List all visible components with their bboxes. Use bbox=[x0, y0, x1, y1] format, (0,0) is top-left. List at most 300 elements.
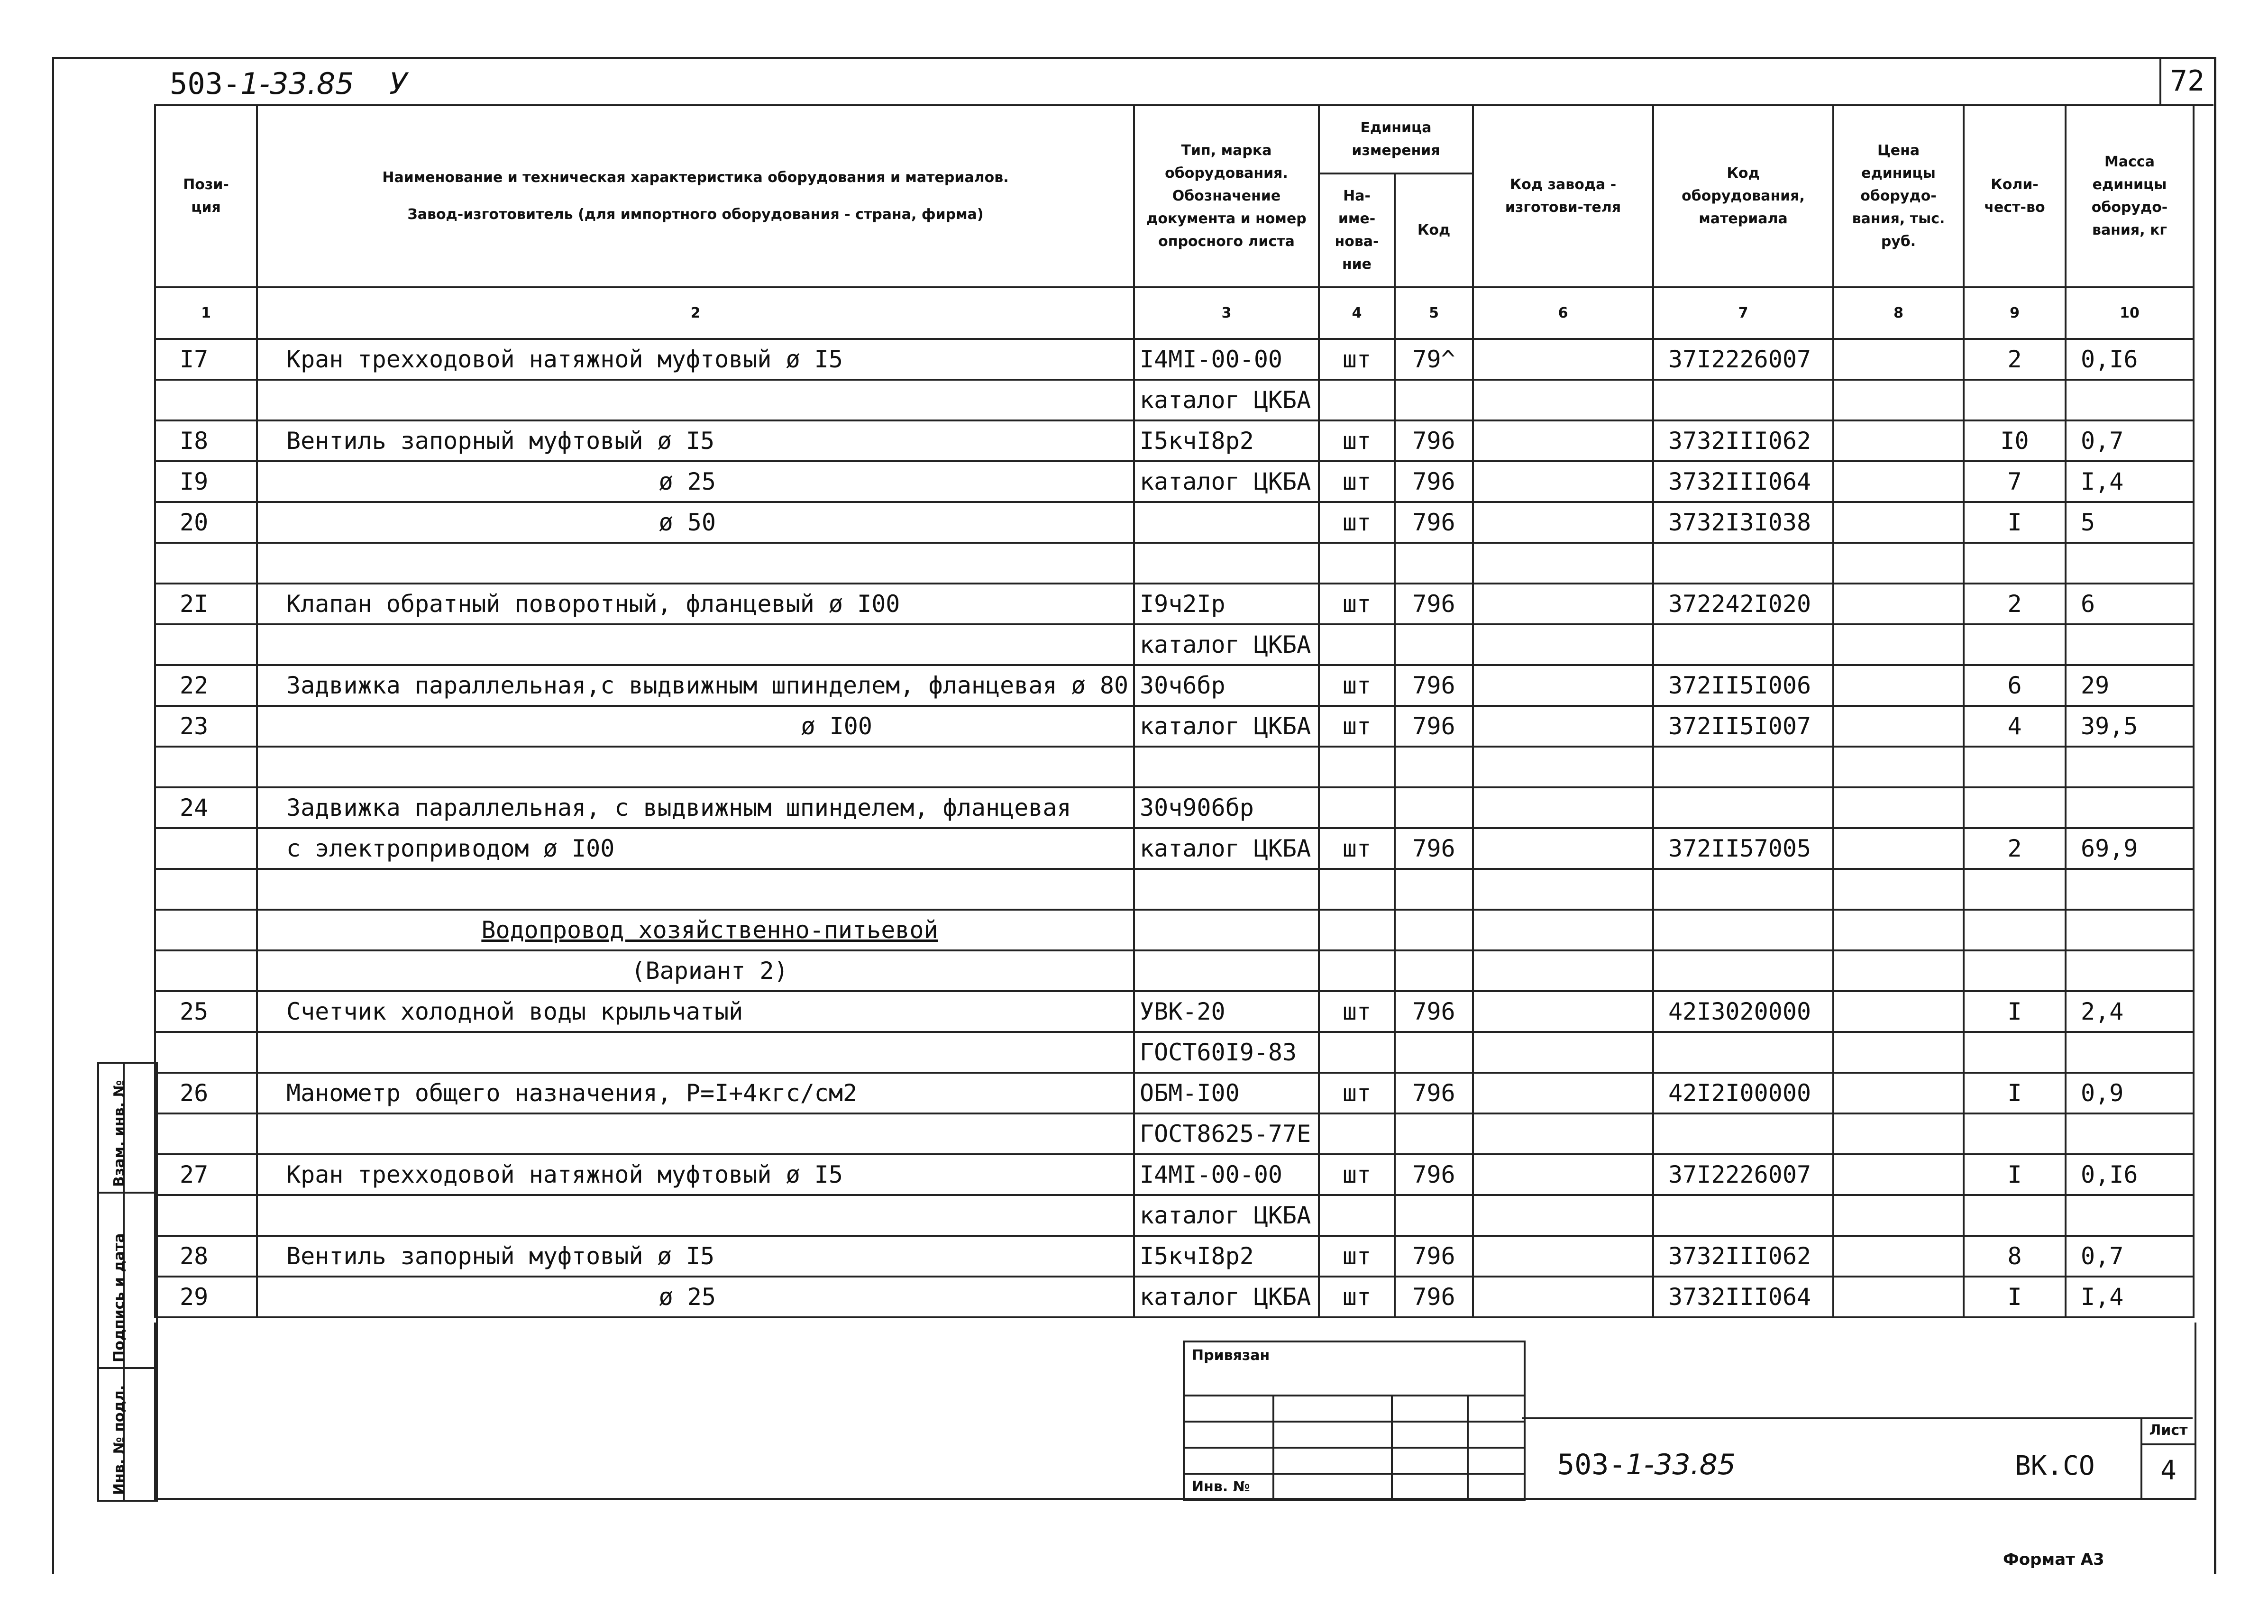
row-position bbox=[155, 380, 257, 420]
row-unit-name bbox=[1319, 1195, 1395, 1236]
row-quantity bbox=[1964, 624, 2066, 665]
row-name bbox=[257, 1195, 1134, 1236]
row-position: 29 bbox=[155, 1277, 257, 1317]
table-row bbox=[155, 869, 2194, 910]
format-label: Формат А3 bbox=[2003, 1550, 2104, 1569]
row-quantity bbox=[1964, 910, 2066, 950]
row-type bbox=[1134, 869, 1319, 910]
title-block-vk: ВК.СО bbox=[2015, 1451, 2095, 1481]
header-mass: Масса единицы оборудо-вания, кг bbox=[2066, 105, 2194, 287]
row-unit-code bbox=[1395, 1195, 1473, 1236]
row-unit-code bbox=[1395, 950, 1473, 991]
row-type: каталог ЦКБА bbox=[1134, 461, 1319, 502]
row-unit-code: 796 bbox=[1395, 665, 1473, 706]
row-unit-code: 796 bbox=[1395, 1073, 1473, 1113]
row-unit-code: 796 bbox=[1395, 461, 1473, 502]
row-type: каталог ЦКБА bbox=[1134, 1277, 1319, 1317]
row-quantity: I bbox=[1964, 502, 2066, 543]
row-unit-name bbox=[1319, 380, 1395, 420]
row-price bbox=[1833, 910, 1964, 950]
row-mass: 69,9 bbox=[2066, 828, 2194, 869]
row-unit-code bbox=[1395, 1032, 1473, 1073]
side-strip-divider bbox=[99, 1192, 156, 1194]
row-factory-code bbox=[1473, 461, 1653, 502]
row-unit-code: 79^ bbox=[1395, 339, 1473, 380]
table-row bbox=[155, 1277, 2194, 1317]
row-unit-code bbox=[1395, 910, 1473, 950]
table-row bbox=[155, 543, 2194, 584]
row-price bbox=[1833, 380, 1964, 420]
row-mass: 6 bbox=[2066, 584, 2194, 624]
table-row bbox=[155, 787, 2194, 828]
row-equipment-code bbox=[1653, 380, 1833, 420]
row-mass bbox=[2066, 1032, 2194, 1073]
row-unit-name bbox=[1319, 910, 1395, 950]
row-unit-name: шт bbox=[1319, 1236, 1395, 1277]
row-price bbox=[1833, 1236, 1964, 1277]
row-quantity: I bbox=[1964, 1073, 2066, 1113]
row-position: I7 bbox=[155, 339, 257, 380]
bottom-area-box bbox=[154, 1323, 2196, 1500]
column-number: 6 bbox=[1473, 287, 1653, 339]
row-price bbox=[1833, 787, 1964, 828]
row-price bbox=[1833, 747, 1964, 787]
row-type bbox=[1134, 543, 1319, 584]
table-row bbox=[155, 1195, 2194, 1236]
row-type: 30ч6бр bbox=[1134, 665, 1319, 706]
row-type: I5кчI8р2 bbox=[1134, 420, 1319, 461]
table-row bbox=[155, 461, 2194, 502]
row-name bbox=[257, 747, 1134, 787]
side-strip-divider bbox=[99, 1367, 156, 1369]
row-equipment-code: 37I2226007 bbox=[1653, 1154, 1833, 1195]
row-factory-code bbox=[1473, 869, 1653, 910]
row-factory-code bbox=[1473, 543, 1653, 584]
row-name bbox=[257, 869, 1134, 910]
row-position: 28 bbox=[155, 1236, 257, 1277]
row-equipment-code: 372II5I007 bbox=[1653, 706, 1833, 747]
row-price bbox=[1833, 584, 1964, 624]
row-factory-code bbox=[1473, 380, 1653, 420]
row-unit-name bbox=[1319, 1032, 1395, 1073]
row-factory-code bbox=[1473, 1154, 1653, 1195]
row-mass: 0,I6 bbox=[2066, 339, 2194, 380]
privyazan-label: Привязан bbox=[1192, 1347, 1270, 1364]
row-equipment-code bbox=[1653, 787, 1833, 828]
row-name: Кран трехходовой натяжной муфтовый ø I5 bbox=[257, 339, 1134, 380]
title-block-code: 503-1-33.85 bbox=[1557, 1448, 1736, 1481]
row-type: I9ч2Iр bbox=[1134, 584, 1319, 624]
row-unit-name: шт bbox=[1319, 1073, 1395, 1113]
row-mass: 5 bbox=[2066, 502, 2194, 543]
row-mass bbox=[2066, 869, 2194, 910]
row-unit-code bbox=[1395, 380, 1473, 420]
row-factory-code bbox=[1473, 706, 1653, 747]
row-mass: I,4 bbox=[2066, 1277, 2194, 1317]
row-equipment-code bbox=[1653, 1195, 1833, 1236]
row-factory-code bbox=[1473, 828, 1653, 869]
row-equipment-code bbox=[1653, 950, 1833, 991]
column-number: 3 bbox=[1134, 287, 1319, 339]
row-type: I5кчI8р2 bbox=[1134, 1236, 1319, 1277]
specification-table bbox=[154, 104, 2195, 1318]
row-quantity bbox=[1964, 1032, 2066, 1073]
header-factory-code: Код завода - изготови-теля bbox=[1473, 105, 1653, 287]
row-position: 22 bbox=[155, 665, 257, 706]
row-name: ø 25 bbox=[257, 1277, 1134, 1317]
row-mass bbox=[2066, 910, 2194, 950]
row-name: ø I00 bbox=[257, 706, 1134, 747]
row-equipment-code: 3732III064 bbox=[1653, 1277, 1833, 1317]
side-strip bbox=[97, 1062, 158, 1502]
row-name: Задвижка параллельная, с выдвижным шпинделем, фланцевая bbox=[257, 787, 1134, 828]
row-mass bbox=[2066, 1195, 2194, 1236]
row-factory-code bbox=[1473, 420, 1653, 461]
row-position: 2I bbox=[155, 584, 257, 624]
row-position bbox=[155, 910, 257, 950]
row-equipment-code bbox=[1653, 624, 1833, 665]
row-mass: 0,9 bbox=[2066, 1073, 2194, 1113]
column-number: 2 bbox=[257, 287, 1134, 339]
column-number: 10 bbox=[2066, 287, 2194, 339]
header-unit-group: Единица измерения bbox=[1319, 105, 1473, 173]
stamp-line bbox=[1272, 1395, 1274, 1499]
sheet-number: 4 bbox=[2160, 1455, 2177, 1486]
row-mass bbox=[2066, 787, 2194, 828]
row-price bbox=[1833, 1154, 1964, 1195]
row-unit-code bbox=[1395, 869, 1473, 910]
row-unit-name: шт bbox=[1319, 420, 1395, 461]
row-factory-code bbox=[1473, 339, 1653, 380]
row-quantity bbox=[1964, 950, 2066, 991]
row-unit-code: 796 bbox=[1395, 502, 1473, 543]
row-factory-code bbox=[1473, 1195, 1653, 1236]
row-equipment-code bbox=[1653, 1113, 1833, 1154]
row-price bbox=[1833, 1113, 1964, 1154]
row-type: I4MI-00-00 bbox=[1134, 339, 1319, 380]
row-price bbox=[1833, 420, 1964, 461]
row-mass: 29 bbox=[2066, 665, 2194, 706]
sheet-label: Лист bbox=[2142, 1417, 2195, 1445]
title-block-line bbox=[1522, 1417, 2193, 1419]
header-quantity: Коли-чест-во bbox=[1964, 105, 2066, 287]
frame-top-line bbox=[52, 57, 2214, 59]
row-price bbox=[1833, 828, 1964, 869]
row-position: I9 bbox=[155, 461, 257, 502]
row-equipment-code bbox=[1653, 543, 1833, 584]
row-quantity bbox=[1964, 787, 2066, 828]
row-quantity: 6 bbox=[1964, 665, 2066, 706]
row-name: Клапан обратный поворотный, фланцевый ø I00 bbox=[257, 584, 1134, 624]
row-unit-name bbox=[1319, 747, 1395, 787]
row-name: Счетчик холодной воды крыльчатый bbox=[257, 991, 1134, 1032]
row-position bbox=[155, 1195, 257, 1236]
row-name bbox=[257, 1113, 1134, 1154]
row-equipment-code: 372II57005 bbox=[1653, 828, 1833, 869]
stamp-line bbox=[1467, 1395, 1469, 1499]
stamp-line bbox=[1391, 1395, 1393, 1499]
row-name: (Вариант 2) bbox=[257, 950, 1134, 991]
row-price bbox=[1833, 1073, 1964, 1113]
row-quantity bbox=[1964, 543, 2066, 584]
row-factory-code bbox=[1473, 991, 1653, 1032]
row-unit-code bbox=[1395, 1113, 1473, 1154]
frame-right-line bbox=[2214, 57, 2216, 1574]
row-unit-name: шт bbox=[1319, 1154, 1395, 1195]
row-factory-code bbox=[1473, 584, 1653, 624]
row-type: ГОСТ8625-77Е bbox=[1134, 1113, 1319, 1154]
row-factory-code bbox=[1473, 624, 1653, 665]
row-name: Задвижка параллельная,с выдвижным шпинделем, фланцевая ø 80 bbox=[257, 665, 1134, 706]
row-position: 25 bbox=[155, 991, 257, 1032]
header-position: Пози- ция bbox=[155, 105, 257, 287]
row-name: Вентиль запорный муфтовый ø I5 bbox=[257, 1236, 1134, 1277]
row-equipment-code: 3732I3I038 bbox=[1653, 502, 1833, 543]
row-type: 30ч906бр bbox=[1134, 787, 1319, 828]
row-equipment-code bbox=[1653, 747, 1833, 787]
row-position: I8 bbox=[155, 420, 257, 461]
row-price bbox=[1833, 461, 1964, 502]
row-equipment-code: 372II5I006 bbox=[1653, 665, 1833, 706]
row-quantity: I bbox=[1964, 991, 2066, 1032]
row-name: Кран трехходовой натяжной муфтовый ø I5 bbox=[257, 1154, 1134, 1195]
row-unit-name: шт bbox=[1319, 706, 1395, 747]
row-name bbox=[257, 624, 1134, 665]
row-type: УВК-20 bbox=[1134, 991, 1319, 1032]
row-type bbox=[1134, 502, 1319, 543]
row-name: ø 50 bbox=[257, 502, 1134, 543]
stamp-line bbox=[1185, 1473, 1524, 1475]
header-name: Наименование и техническая характеристика оборудования и материалов. Завод-изготовитель (для импортного оборудования - страна, фирма) bbox=[257, 105, 1134, 287]
table-body bbox=[155, 339, 2194, 1317]
row-type: каталог ЦКБА bbox=[1134, 706, 1319, 747]
row-quantity bbox=[1964, 1113, 2066, 1154]
row-position bbox=[155, 1032, 257, 1073]
row-price bbox=[1833, 502, 1964, 543]
row-unit-name bbox=[1319, 1113, 1395, 1154]
row-position: 24 bbox=[155, 787, 257, 828]
row-unit-code: 796 bbox=[1395, 420, 1473, 461]
side-label-replaced-inv: Взам. инв. № bbox=[111, 1080, 128, 1187]
row-quantity: I bbox=[1964, 1277, 2066, 1317]
table-row bbox=[155, 1032, 2194, 1073]
row-position bbox=[155, 543, 257, 584]
row-equipment-code: 3732III062 bbox=[1653, 1236, 1833, 1277]
row-mass bbox=[2066, 1113, 2194, 1154]
row-type: I4MI-00-00 bbox=[1134, 1154, 1319, 1195]
row-price bbox=[1833, 950, 1964, 991]
top-document-code: 503-1-33.85 У bbox=[170, 66, 408, 101]
row-price bbox=[1833, 991, 1964, 1032]
row-quantity: 2 bbox=[1964, 339, 2066, 380]
row-position: 27 bbox=[155, 1154, 257, 1195]
header-type: Тип, марка оборудования. Обозначение документа и номер опросного листа bbox=[1134, 105, 1319, 287]
header-unit-name: На-име-нова-ние bbox=[1319, 173, 1395, 287]
column-number: 4 bbox=[1319, 287, 1395, 339]
privyazan-stamp bbox=[1183, 1341, 1526, 1501]
row-unit-code bbox=[1395, 624, 1473, 665]
row-quantity bbox=[1964, 869, 2066, 910]
row-mass: 0,7 bbox=[2066, 420, 2194, 461]
row-quantity: 4 bbox=[1964, 706, 2066, 747]
table-row bbox=[155, 339, 2194, 380]
row-unit-name: шт bbox=[1319, 665, 1395, 706]
row-name: Вентиль запорный муфтовый ø I5 bbox=[257, 420, 1134, 461]
row-equipment-code: 42I2I00000 bbox=[1653, 1073, 1833, 1113]
row-mass: 0,I6 bbox=[2066, 1154, 2194, 1195]
table-row bbox=[155, 1236, 2194, 1277]
row-equipment-code: 37I2226007 bbox=[1653, 339, 1833, 380]
row-unit-name bbox=[1319, 787, 1395, 828]
column-number: 8 bbox=[1833, 287, 1964, 339]
table-row bbox=[155, 665, 2194, 706]
row-price bbox=[1833, 1277, 1964, 1317]
table-row bbox=[155, 828, 2194, 869]
row-unit-name: шт bbox=[1319, 828, 1395, 869]
row-quantity: I0 bbox=[1964, 420, 2066, 461]
stamp-line bbox=[1185, 1395, 1524, 1396]
row-price bbox=[1833, 624, 1964, 665]
row-quantity bbox=[1964, 1195, 2066, 1236]
row-quantity: I bbox=[1964, 1154, 2066, 1195]
row-mass bbox=[2066, 543, 2194, 584]
row-equipment-code: 42I3020000 bbox=[1653, 991, 1833, 1032]
row-name bbox=[257, 380, 1134, 420]
row-mass bbox=[2066, 747, 2194, 787]
row-unit-code bbox=[1395, 787, 1473, 828]
stamp-line bbox=[1185, 1447, 1524, 1449]
header-row-1 bbox=[155, 105, 2194, 173]
row-unit-code: 796 bbox=[1395, 584, 1473, 624]
row-mass bbox=[2066, 624, 2194, 665]
row-unit-code bbox=[1395, 747, 1473, 787]
row-equipment-code bbox=[1653, 1032, 1833, 1073]
page-number: 72 bbox=[2159, 58, 2213, 106]
row-type: каталог ЦКБА bbox=[1134, 828, 1319, 869]
row-unit-code: 796 bbox=[1395, 991, 1473, 1032]
sheet-box bbox=[2140, 1417, 2195, 1498]
row-price bbox=[1833, 339, 1964, 380]
row-factory-code bbox=[1473, 1236, 1653, 1277]
table-row bbox=[155, 584, 2194, 624]
column-number: 5 bbox=[1395, 287, 1473, 339]
row-equipment-code: 3732III064 bbox=[1653, 461, 1833, 502]
row-quantity: 2 bbox=[1964, 584, 2066, 624]
row-unit-name: шт bbox=[1319, 502, 1395, 543]
table-row bbox=[155, 380, 2194, 420]
row-factory-code bbox=[1473, 502, 1653, 543]
row-type: каталог ЦКБА bbox=[1134, 624, 1319, 665]
header-price: Цена единицы оборудо-вания, тыс. руб. bbox=[1833, 105, 1964, 287]
row-factory-code bbox=[1473, 1073, 1653, 1113]
row-unit-name bbox=[1319, 543, 1395, 584]
row-factory-code bbox=[1473, 665, 1653, 706]
row-mass: 0,7 bbox=[2066, 1236, 2194, 1277]
row-position bbox=[155, 1113, 257, 1154]
row-name: ø 25 bbox=[257, 461, 1134, 502]
side-label-signature-date: Подпись и дата bbox=[111, 1233, 128, 1362]
row-unit-code: 796 bbox=[1395, 828, 1473, 869]
row-unit-code: 796 bbox=[1395, 706, 1473, 747]
row-type: каталог ЦКБА bbox=[1134, 1195, 1319, 1236]
row-mass: 39,5 bbox=[2066, 706, 2194, 747]
row-name: Манометр общего назначения, Р=I+4кгс/см2 bbox=[257, 1073, 1134, 1113]
row-unit-name bbox=[1319, 869, 1395, 910]
table-row bbox=[155, 1073, 2194, 1113]
row-quantity: 2 bbox=[1964, 828, 2066, 869]
table-row bbox=[155, 1113, 2194, 1154]
column-number: 9 bbox=[1964, 287, 2066, 339]
row-unit-name: шт bbox=[1319, 1277, 1395, 1317]
row-mass bbox=[2066, 380, 2194, 420]
row-price bbox=[1833, 665, 1964, 706]
row-unit-code: 796 bbox=[1395, 1277, 1473, 1317]
row-equipment-code bbox=[1653, 869, 1833, 910]
row-price bbox=[1833, 1195, 1964, 1236]
table-row bbox=[155, 502, 2194, 543]
table-row bbox=[155, 420, 2194, 461]
row-position bbox=[155, 828, 257, 869]
row-position: 26 bbox=[155, 1073, 257, 1113]
row-type bbox=[1134, 910, 1319, 950]
stamp-line bbox=[1185, 1421, 1524, 1423]
table-row bbox=[155, 624, 2194, 665]
frame-left-line bbox=[52, 57, 54, 1574]
row-position bbox=[155, 869, 257, 910]
side-label-inv-original: Инв. № подл. bbox=[111, 1385, 128, 1495]
row-name bbox=[257, 1032, 1134, 1073]
row-position: 23 bbox=[155, 706, 257, 747]
row-factory-code bbox=[1473, 910, 1653, 950]
row-factory-code bbox=[1473, 787, 1653, 828]
row-mass: 2,4 bbox=[2066, 991, 2194, 1032]
row-factory-code bbox=[1473, 1113, 1653, 1154]
row-quantity: 7 bbox=[1964, 461, 2066, 502]
row-factory-code bbox=[1473, 747, 1653, 787]
row-unit-name: шт bbox=[1319, 991, 1395, 1032]
row-position bbox=[155, 747, 257, 787]
row-type: ОБМ-I00 bbox=[1134, 1073, 1319, 1113]
row-unit-code bbox=[1395, 543, 1473, 584]
inventory-number-label: Инв. № bbox=[1192, 1478, 1250, 1495]
row-name: с электроприводом ø I00 bbox=[257, 828, 1134, 869]
table-row bbox=[155, 991, 2194, 1032]
table-row bbox=[155, 910, 2194, 950]
header-equipment-code: Код оборудования, материала bbox=[1653, 105, 1833, 287]
column-number: 7 bbox=[1653, 287, 1833, 339]
row-price bbox=[1833, 543, 1964, 584]
row-price bbox=[1833, 706, 1964, 747]
row-unit-code: 796 bbox=[1395, 1236, 1473, 1277]
row-unit-name: шт bbox=[1319, 461, 1395, 502]
row-price bbox=[1833, 869, 1964, 910]
row-position bbox=[155, 950, 257, 991]
row-factory-code bbox=[1473, 1032, 1653, 1073]
row-equipment-code: 372242I020 bbox=[1653, 584, 1833, 624]
table-row bbox=[155, 706, 2194, 747]
row-type bbox=[1134, 747, 1319, 787]
row-equipment-code: 3732III062 bbox=[1653, 420, 1833, 461]
row-name: Водопровод хозяйственно-питьевой bbox=[257, 910, 1134, 950]
row-factory-code bbox=[1473, 1277, 1653, 1317]
row-factory-code bbox=[1473, 950, 1653, 991]
row-quantity bbox=[1964, 380, 2066, 420]
row-unit-code: 796 bbox=[1395, 1154, 1473, 1195]
row-type bbox=[1134, 950, 1319, 991]
row-quantity: 8 bbox=[1964, 1236, 2066, 1277]
row-price bbox=[1833, 1032, 1964, 1073]
row-unit-name: шт bbox=[1319, 339, 1395, 380]
